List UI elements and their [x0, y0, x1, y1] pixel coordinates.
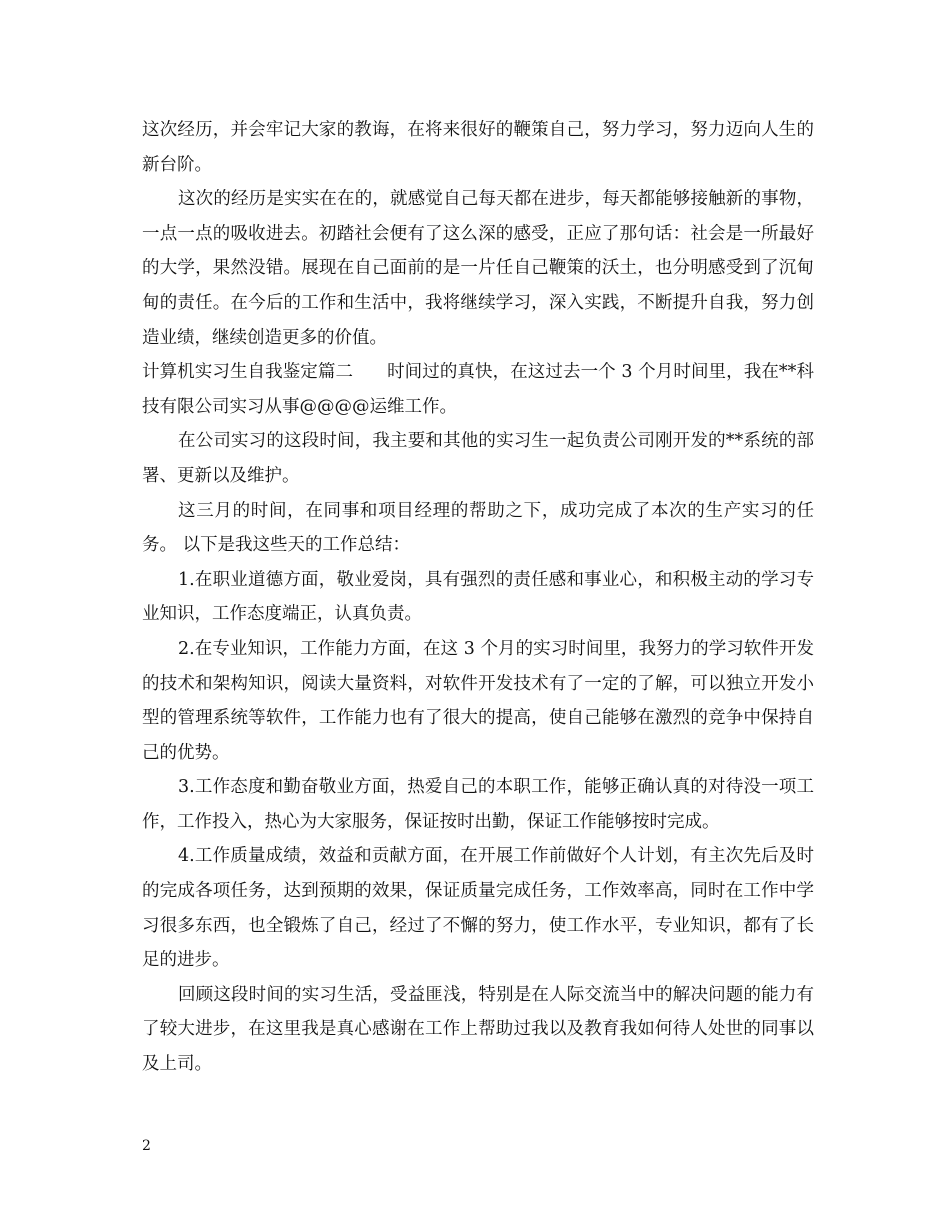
document-body	[142, 113, 814, 1082]
list-item-paragraph: 2.在专业知识，工作能力方面，在这 3 个月的实习时间里，我努力的学习软件开发的技术和架构知识，阅读大量资料，对软件开发技术有了一定的了解，可以独立开发小型的管理系统等软件，工作能力也有了很大的提高，使自己能够在激烈的竞争中保持自己的优势。	[142, 638, 814, 763]
list-item-paragraph: 3.工作态度和勤奋敬业方面，热爱自己的本职工作，能够正确认真的对待没一项工作，工作投入，热心为大家服务，保证按时出勤，保证工作能够按时完成。	[142, 777, 814, 832]
list-item-paragraph: 1.在职业道德方面，敬业爱岗，具有强烈的责任感和事业心，和积极主动的学习专业知识，工作态度端正，认真负责。	[142, 569, 814, 625]
paragraph-with-section-heading	[142, 355, 814, 424]
paragraph: 在公司实习的这段时间，我主要和其他的实习生一起负责公司刚开发的**系统的部署、更新以及维护。	[142, 431, 814, 486]
paragraph: 这三月的时间，在同事和项目经理的帮助之下，成功完成了本次的生产实习的任务。 以下是我这些天的工作总结：	[142, 500, 814, 556]
paragraph: 这次经历，并会牢记大家的教诲，在将来很好的鞭策自己，努力学习，努力迈向人生的新台阶。	[142, 120, 814, 175]
paragraph: 这次的经历是实实在在的，就感觉自己每天都在进步，每天都能够接触新的事物，一点一点的吸收进去。初踏社会便有了这么深的感受，正应了那句话：社会是一所最好的大学，果然没错。展现在自己面前的是一片任自己鞭策的沃土，也分明感受到了沉甸甸的责任。在今后的工作和生活中，我将继续学习，深入实践，不断提升自我，努力创造业绩，继续创造更多的价值。	[142, 189, 814, 348]
paragraph: 回顾这段时间的实习生活，受益匪浅，特别是在人际交流当中的解决问题的能力有了较大进步，在这里我是真心感谢在工作上帮助过我以及教育我如何待人处世的同事以及上司。	[142, 984, 814, 1075]
list-item-paragraph: 4.工作质量成绩，效益和贡献方面，在开展工作前做好个人计划，有主次先后及时的完成各项任务，达到预期的效果，保证质量完成任务，工作效率高，同时在工作中学习很多东西，也全锻炼了自己，经过了不懈的努力，使工作水平，专业知识，都有了长足的进步。	[142, 846, 814, 971]
page-number: 2	[142, 1138, 151, 1154]
section-heading: 计算机实习生自我鉴定篇二	[142, 362, 354, 383]
paragraph-text: 时间过的真快，在这过去一个 3 个月时间里，我在**科技有限公司实习从事@@@@运维工作。	[142, 362, 814, 417]
